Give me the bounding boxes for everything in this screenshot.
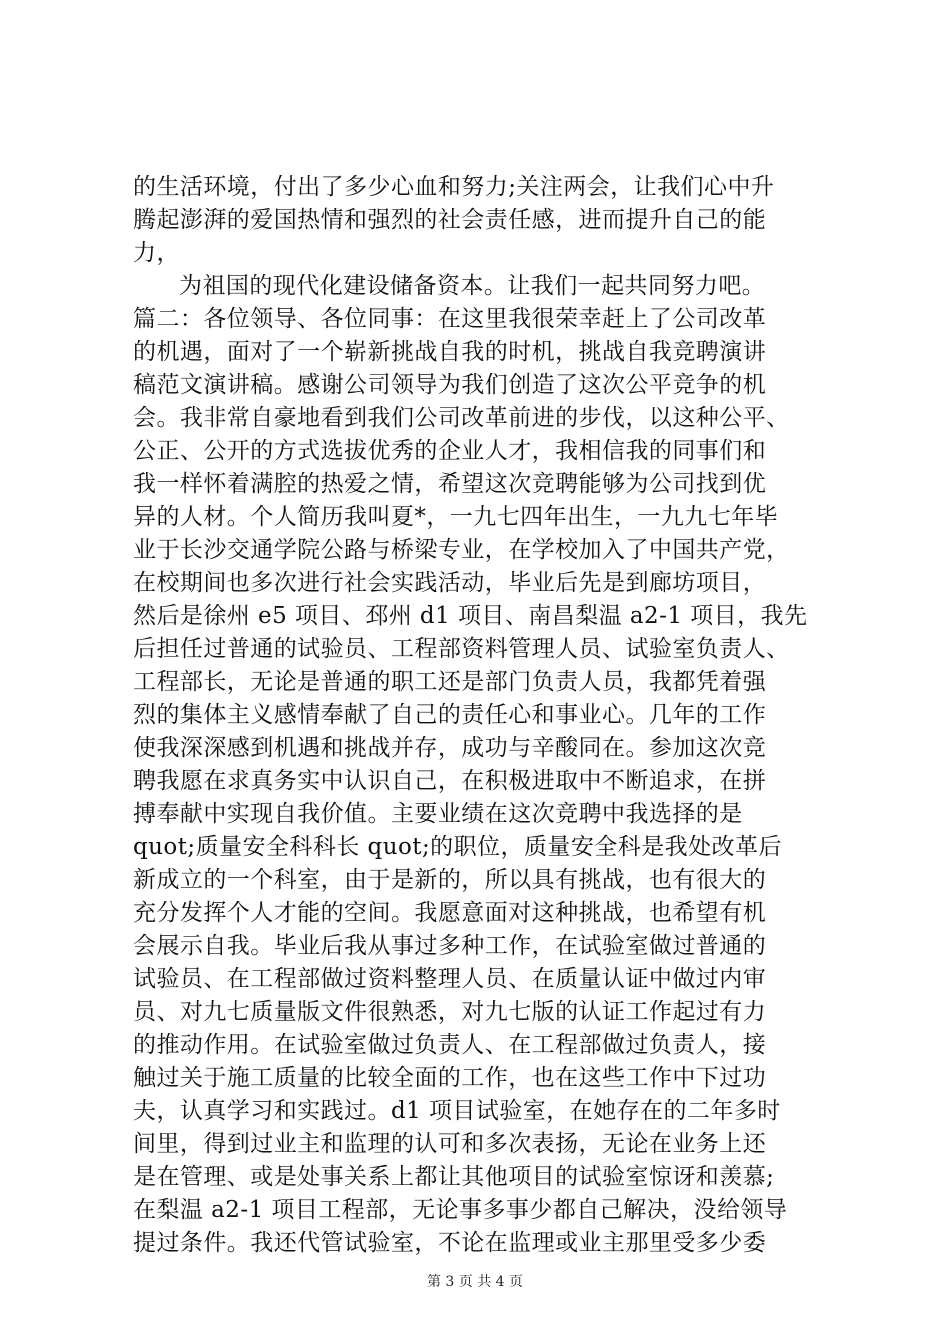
text-line: 间里，得到过业主和监理的认可和多次表扬，无论在业务上还 (133, 1131, 767, 1157)
text-line: 在校期间也多次进行社会实践活动，毕业后先是到廊坊项目， (133, 570, 767, 596)
text-line: 员、对九七质量版文件很熟悉，对九七版的认证工作起过有力 (133, 999, 767, 1025)
text-line: 异的人材。个人简历我叫夏*，一九七四年出生，一九九七年毕 (133, 504, 779, 530)
text-line: 的机遇，面对了一个崭新挑战自我的时机，挑战自我竞聘演讲 (133, 339, 767, 365)
text-line: 在梨温 a2-1 项目工程部，无论事多事少都自己解决，没给领导 (133, 1197, 788, 1223)
text-line: 的生活环境，付出了多少心血和努力;关注两会，让我们心中升 (133, 174, 775, 200)
text-line: 稿范文演讲稿。感谢公司领导为我们创造了这次公平竞争的机 (133, 372, 767, 398)
text-line: 公正、公开的方式选拔优秀的企业人才，我相信我的同事们和 (133, 438, 767, 464)
text-line: 后担任过普通的试验员、工程部资料管理人员、试验室负责人、 (133, 636, 790, 662)
text-line: 然后是徐州 e5 项目、邳州 d1 项目、南昌梨温 a2-1 项目，我先 (133, 603, 808, 629)
text-line: 聘我愿在求真务实中认识自己，在积极进取中不断追求，在拼 (133, 768, 767, 794)
text-line: 搏奉献中实现自我价值。主要业绩在这次竞聘中我选择的是 (133, 801, 743, 827)
text-line: 腾起澎湃的爱国热情和强烈的社会责任感，进而提升自己的能 (133, 207, 767, 233)
text-line: 夫，认真学习和实践过。d1 项目试验室，在她存在的二年多时 (133, 1098, 781, 1124)
text-line: 篇二：各位领导、各位同事：在这里我很荣幸赶上了公司改革 (133, 306, 767, 332)
text-line: 新成立的一个科室，由于是新的，所以具有挑战，也有很大的 (133, 867, 767, 893)
text-line: 业于长沙交通学院公路与桥梁专业，在学校加入了中国共产党， (133, 537, 790, 563)
text-line: 的推动作用。在试验室做过负责人、在工程部做过负责人，接 (133, 1032, 767, 1058)
text-line: 会。我非常自豪地看到我们公司改革前进的步伐，以这种公平、 (133, 405, 790, 431)
text-line: 烈的集体主义感情奉献了自己的责任心和事业心。几年的工作 (133, 702, 767, 728)
text-line: 提过条件。我还代管试验室，不论在监理或业主那里受多少委 (133, 1230, 767, 1256)
text-line: 为祖国的现代化建设储备资本。让我们一起共同努力吧。 (179, 273, 766, 299)
text-line: 充分发挥个人才能的空间。我愿意面对这种挑战，也希望有机 (133, 900, 767, 926)
text-line: 使我深深感到机遇和挑战并存，成功与辛酸同在。参加这次竞 (133, 735, 767, 761)
text-line: 我一样怀着满腔的热爱之情，希望这次竞聘能够为公司找到优 (133, 471, 767, 497)
page-number-footer: 第 3 页 共 4 页 (426, 1274, 524, 1290)
text-line: 触过关于施工质量的比较全面的工作，也在这些工作中下过功 (133, 1065, 767, 1091)
text-line: 力， (133, 240, 180, 266)
text-line: 工程部长，无论是普通的职工还是部门负责人员，我都凭着强 (133, 669, 767, 695)
text-line: 会展示自我。毕业后我从事过多种工作，在试验室做过普通的 (133, 933, 767, 959)
text-line: quot;质量安全科科长 quot;的职位，质量安全科是我处改革后 (133, 834, 782, 860)
text-line: 是在管理、或是处事关系上都让其他项目的试验室惊讶和羡慕; (133, 1164, 775, 1190)
text-line: 试验员、在工程部做过资料整理人员、在质量认证中做过内审 (133, 966, 767, 992)
body-text (133, 171, 823, 1260)
